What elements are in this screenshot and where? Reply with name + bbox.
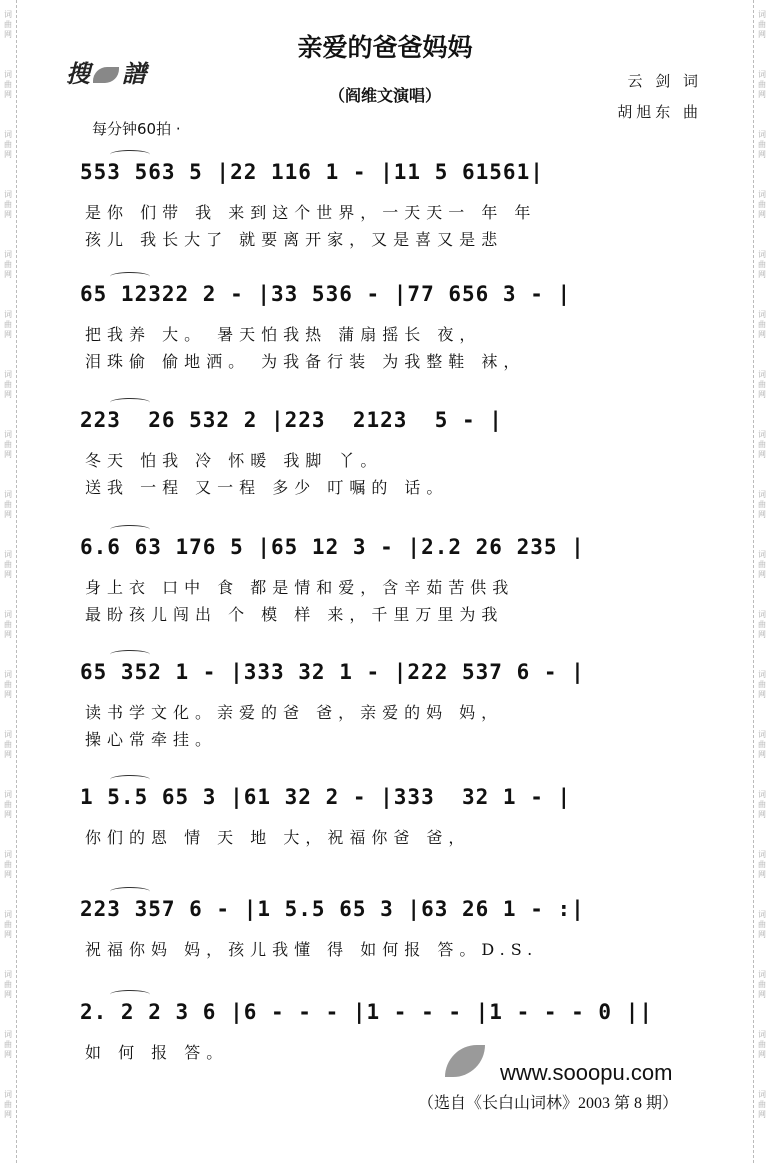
side-watermark-text: 词 曲 网 [758, 970, 766, 999]
lyric-line: 你们的恩 情 天 地 大，祝福你爸 爸， [85, 828, 471, 847]
side-watermark-text: 词 曲 网 [758, 250, 766, 279]
side-watermark-text: 词 曲 网 [4, 550, 12, 579]
side-watermark-text: 词 曲 网 [4, 190, 12, 219]
side-watermark-text: 词 曲 网 [4, 10, 12, 39]
side-watermark-text: 词 曲 网 [758, 910, 766, 939]
composer-credit: 胡旭东 曲 [617, 103, 702, 121]
slur-mark [110, 775, 150, 784]
side-watermark-text: 词 曲 网 [758, 1090, 766, 1119]
lyric-line: 泪珠偷 偷地洒。 为我备行装 为我整鞋 袜， [85, 352, 526, 371]
side-watermark-text: 词 曲 网 [758, 850, 766, 879]
side-watermark-text: 词 曲 网 [4, 1090, 12, 1119]
website-watermark: www.sooopu.com [500, 1060, 673, 1085]
side-watermark-text: 词 曲 网 [4, 1030, 12, 1059]
side-watermark-text: 词 曲 网 [758, 610, 766, 639]
notation-line: 6.6 63 176 5 |65 12 3 - |2.2 26 235 | [80, 535, 585, 559]
side-watermark-text: 词 曲 网 [758, 550, 766, 579]
lyric-line: 送我 一程 又一程 多少 叮嘱的 话。 [85, 478, 449, 497]
lyric-line: 把我养 大。 暑天怕我热 蒲扇摇长 夜， [85, 325, 482, 344]
singer-credit: （阎维文演唱） [328, 86, 441, 105]
side-watermark-text: 词 曲 网 [4, 790, 12, 819]
lyricist-credit: 云 剑 词 [627, 72, 702, 90]
tempo-marking: 每分钟60拍 · [92, 120, 181, 138]
slur-mark [110, 272, 150, 281]
side-watermark-text: 词 曲 网 [4, 310, 12, 339]
side-watermark-text: 词 曲 网 [4, 670, 12, 699]
side-watermark-text: 词 曲 网 [758, 730, 766, 759]
side-watermark-text: 词 曲 网 [758, 10, 766, 39]
side-watermark-text: 词 曲 网 [4, 370, 12, 399]
notation-line: 1 5.5 65 3 |61 32 2 - |333 32 1 - | [80, 785, 572, 809]
lyric-line: 操心常牵挂。 [85, 730, 218, 749]
lyric-line: 孩儿 我长大了 就要离开家，又是喜又是悲 [85, 230, 504, 249]
side-watermark-text: 词 曲 网 [4, 850, 12, 879]
side-watermark-text: 词 曲 网 [4, 610, 12, 639]
lyric-line: 读书学文化。亲爱的爸 爸，亲爱的妈 妈， [85, 703, 504, 722]
leaf-icon [93, 67, 119, 83]
side-watermark-text: 词 曲 网 [758, 130, 766, 159]
side-watermark-text: 词 曲 网 [758, 670, 766, 699]
notation-line: 2. 2 2 3 6 |6 - - - |1 - - - |1 - - - 0 || [80, 1000, 654, 1024]
lyric-line: 冬天 怕我 冷 怀暖 我脚 丫。 [85, 451, 383, 470]
notation-line: 223 26 532 2 |223 2123 5 - | [80, 408, 503, 432]
side-watermark-text: 词 曲 网 [4, 730, 12, 759]
side-watermark-text: 词 曲 网 [4, 250, 12, 279]
slur-mark [110, 650, 150, 659]
side-watermark-text: 词 曲 网 [758, 490, 766, 519]
slur-mark [110, 150, 150, 159]
slur-mark [110, 525, 150, 534]
side-watermark-text: 词 曲 网 [758, 310, 766, 339]
side-watermark-text: 词 曲 网 [4, 910, 12, 939]
notation-line: 223 357 6 - |1 5.5 65 3 |63 26 1 - :| [80, 897, 585, 921]
logo-char-left: 搜 [66, 60, 90, 88]
slur-mark [110, 887, 150, 896]
lyric-line: 身上衣 口中 食 都是情和爱，含辛茹苦供我 [85, 578, 515, 597]
song-title: 亲爱的爸爸妈妈 [297, 33, 473, 62]
lyric-line: 是你 们带 我 来到这个世界，一天天一 年 年 [85, 203, 537, 222]
side-watermark-text: 词 曲 网 [4, 430, 12, 459]
source-note: （选自《长白山词林》2003 第 8 期） [418, 1095, 679, 1112]
side-watermark-text: 词 曲 网 [4, 490, 12, 519]
logo-char-right: 譜 [122, 60, 146, 88]
lyric-line: 祝福你妈 妈，孩儿我懂 得 如何报 答。D.S. [85, 940, 539, 959]
notation-line: 65 12322 2 - |33 536 - |77 656 3 - | [80, 282, 572, 306]
side-watermark-text: 词 曲 网 [4, 970, 12, 999]
side-watermark-text: 词 曲 网 [758, 370, 766, 399]
lyric-line: 最盼孩儿闯出 个 模 样 来，千里万里为我 [85, 605, 504, 624]
notation-line: 553 563 5 |22 116 1 - |11 5 61561| [80, 160, 544, 184]
side-watermark-text: 词 曲 网 [758, 1030, 766, 1059]
notation-line: 65 352 1 - |333 32 1 - |222 537 6 - | [80, 660, 585, 684]
side-watermark-text: 词 曲 网 [758, 70, 766, 99]
side-watermark-text: 词 曲 网 [4, 70, 12, 99]
slur-mark [110, 990, 150, 999]
slur-mark [110, 398, 150, 407]
side-watermark-text: 词 曲 网 [758, 430, 766, 459]
side-watermark-text: 词 曲 网 [758, 190, 766, 219]
left-border-watermark [0, 0, 17, 1163]
side-watermark-text: 词 曲 网 [4, 130, 12, 159]
lyric-line: 如 何 报 答。 [85, 1043, 229, 1062]
side-watermark-text: 词 曲 网 [758, 790, 766, 819]
right-border-watermark [753, 0, 770, 1163]
